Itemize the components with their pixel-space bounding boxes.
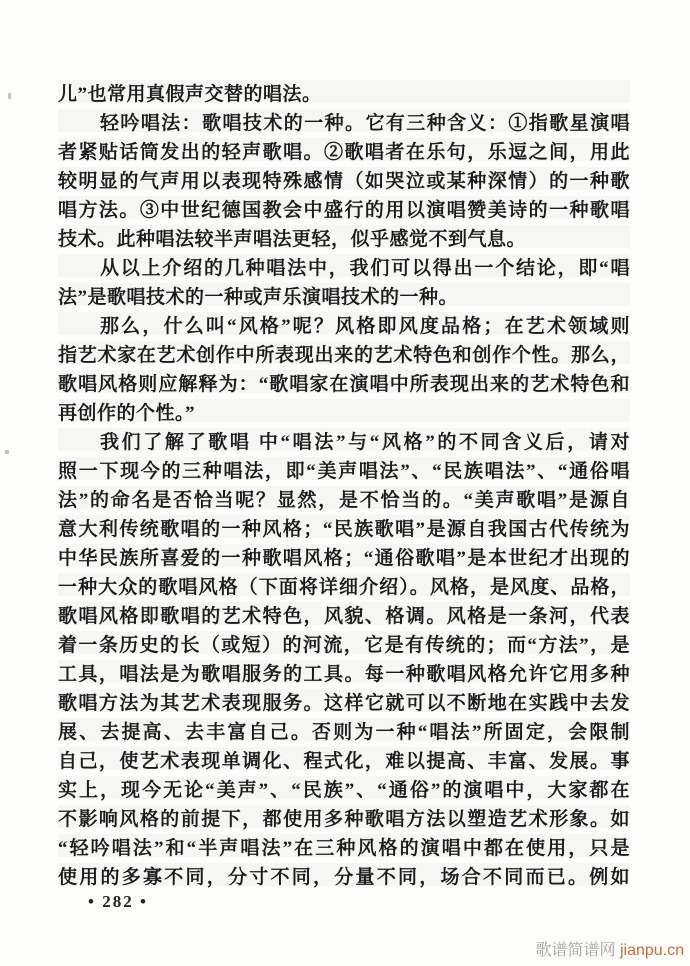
text-line: 从以上介绍的几种唱法中，我们可以得出一个结论，即“唱 bbox=[100, 258, 630, 279]
text-line: 技术。此种唱法较半声唱法更轻，似乎感觉不到气息。 bbox=[58, 229, 527, 250]
text-line: 着一条历史的长（或短）的河流，它是有传统的；而“方法”，是 bbox=[58, 635, 630, 656]
text-line: 不影响风格的前提下，都使用多种歌唱方法以塑造艺术形象。如 bbox=[58, 809, 630, 830]
text-line: 法”是歌唱技术的一种或声乐演唱技术的一种。 bbox=[58, 287, 459, 308]
text-line: 中华民族所喜爱的一种歌唱风格；“通俗歌唱”是本世纪才出现的 bbox=[58, 548, 630, 569]
text-line: 儿”也常用真假声交替的唱法。 bbox=[58, 84, 322, 105]
text-line: 再创作的个性。” bbox=[58, 403, 196, 424]
text-line: 一种大众的歌唱风格（下面将详细介绍）。风格，是风度、品格， bbox=[58, 577, 630, 598]
text-line: 使用的多寡不同，分寸不同，分量不同，场合不同而已。例如 bbox=[58, 867, 630, 888]
text-line: 歌唱风格即歌唱的艺术特色，风貌、格调。风格是一条河，代表 bbox=[58, 606, 630, 627]
text-line: 自己，使艺术表现单调化、程式化，难以提高、丰富、发展。事 bbox=[58, 751, 630, 772]
text-line: 唱方法。③中世纪德国教会中盛行的用以演唱赞美诗的一种歌唱 bbox=[58, 200, 630, 221]
watermark bbox=[535, 937, 684, 960]
scan-speck bbox=[5, 450, 9, 454]
watermark-site-name: 歌谱简谱网 bbox=[535, 942, 616, 959]
body-text bbox=[58, 80, 630, 892]
text-line: 我们了解了歌唱 中“唱法”与“风格”的不同含义后，请对 bbox=[100, 432, 630, 453]
text-line: 意大利传统歌唱的一种风格；“民族歌唱”是源自我国古代传统为 bbox=[58, 519, 630, 540]
scan-speck bbox=[8, 93, 11, 99]
text-line: 歌唱风格则应解释为：“歌唱家在演唱中所表现出来的艺术特色和 bbox=[58, 374, 630, 395]
text-line: 照一下现今的三种唱法，即“美声唱法”、“民族唱法”、“通俗唱 bbox=[58, 461, 630, 482]
text-line: 那么，什么叫“风格”呢？风格即风度品格；在艺术领域则 bbox=[100, 316, 630, 337]
text-line: 指艺术家在艺术创作中所表现出来的艺术特色和创作个性。那么， bbox=[58, 345, 630, 366]
page-number: • 282 • bbox=[88, 892, 148, 911]
text-line: 实上，现今无论“美声”、“民族”、“通俗”的演唱中，大家都在 bbox=[58, 780, 630, 801]
watermark-domain: jianpu.cn bbox=[619, 942, 684, 959]
text-line: 较明显的气声用以表现特殊感情（如哭泣或某种深情）的一种歌 bbox=[58, 171, 630, 192]
text-line: “轻吟唱法”和“半声唱法”在三种风格的演唱中都在使用，只是 bbox=[58, 838, 630, 859]
text-line: 轻吟唱法：歌唱技术的一种。它有三种含义：①指歌星演唱 bbox=[100, 113, 630, 134]
text-line: 者紧贴话筒发出的轻声歌唱。②歌唱者在乐句，乐逗之间，用此 bbox=[58, 142, 630, 163]
text-line: 歌唱方法为其艺术表现服务。这样它就可以不断地在实践中去发 bbox=[58, 693, 630, 714]
text-line: 工具，唱法是为歌唱服务的工具。每一种歌唱风格允许它用多种 bbox=[58, 664, 630, 685]
text-line: 法”的命名是否恰当呢？显然，是不恰当的。“美声歌唱”是源自 bbox=[58, 490, 630, 511]
text-line: 展、去提高、去丰富自己。否则为一种“唱法”所固定，会限制 bbox=[58, 722, 630, 743]
